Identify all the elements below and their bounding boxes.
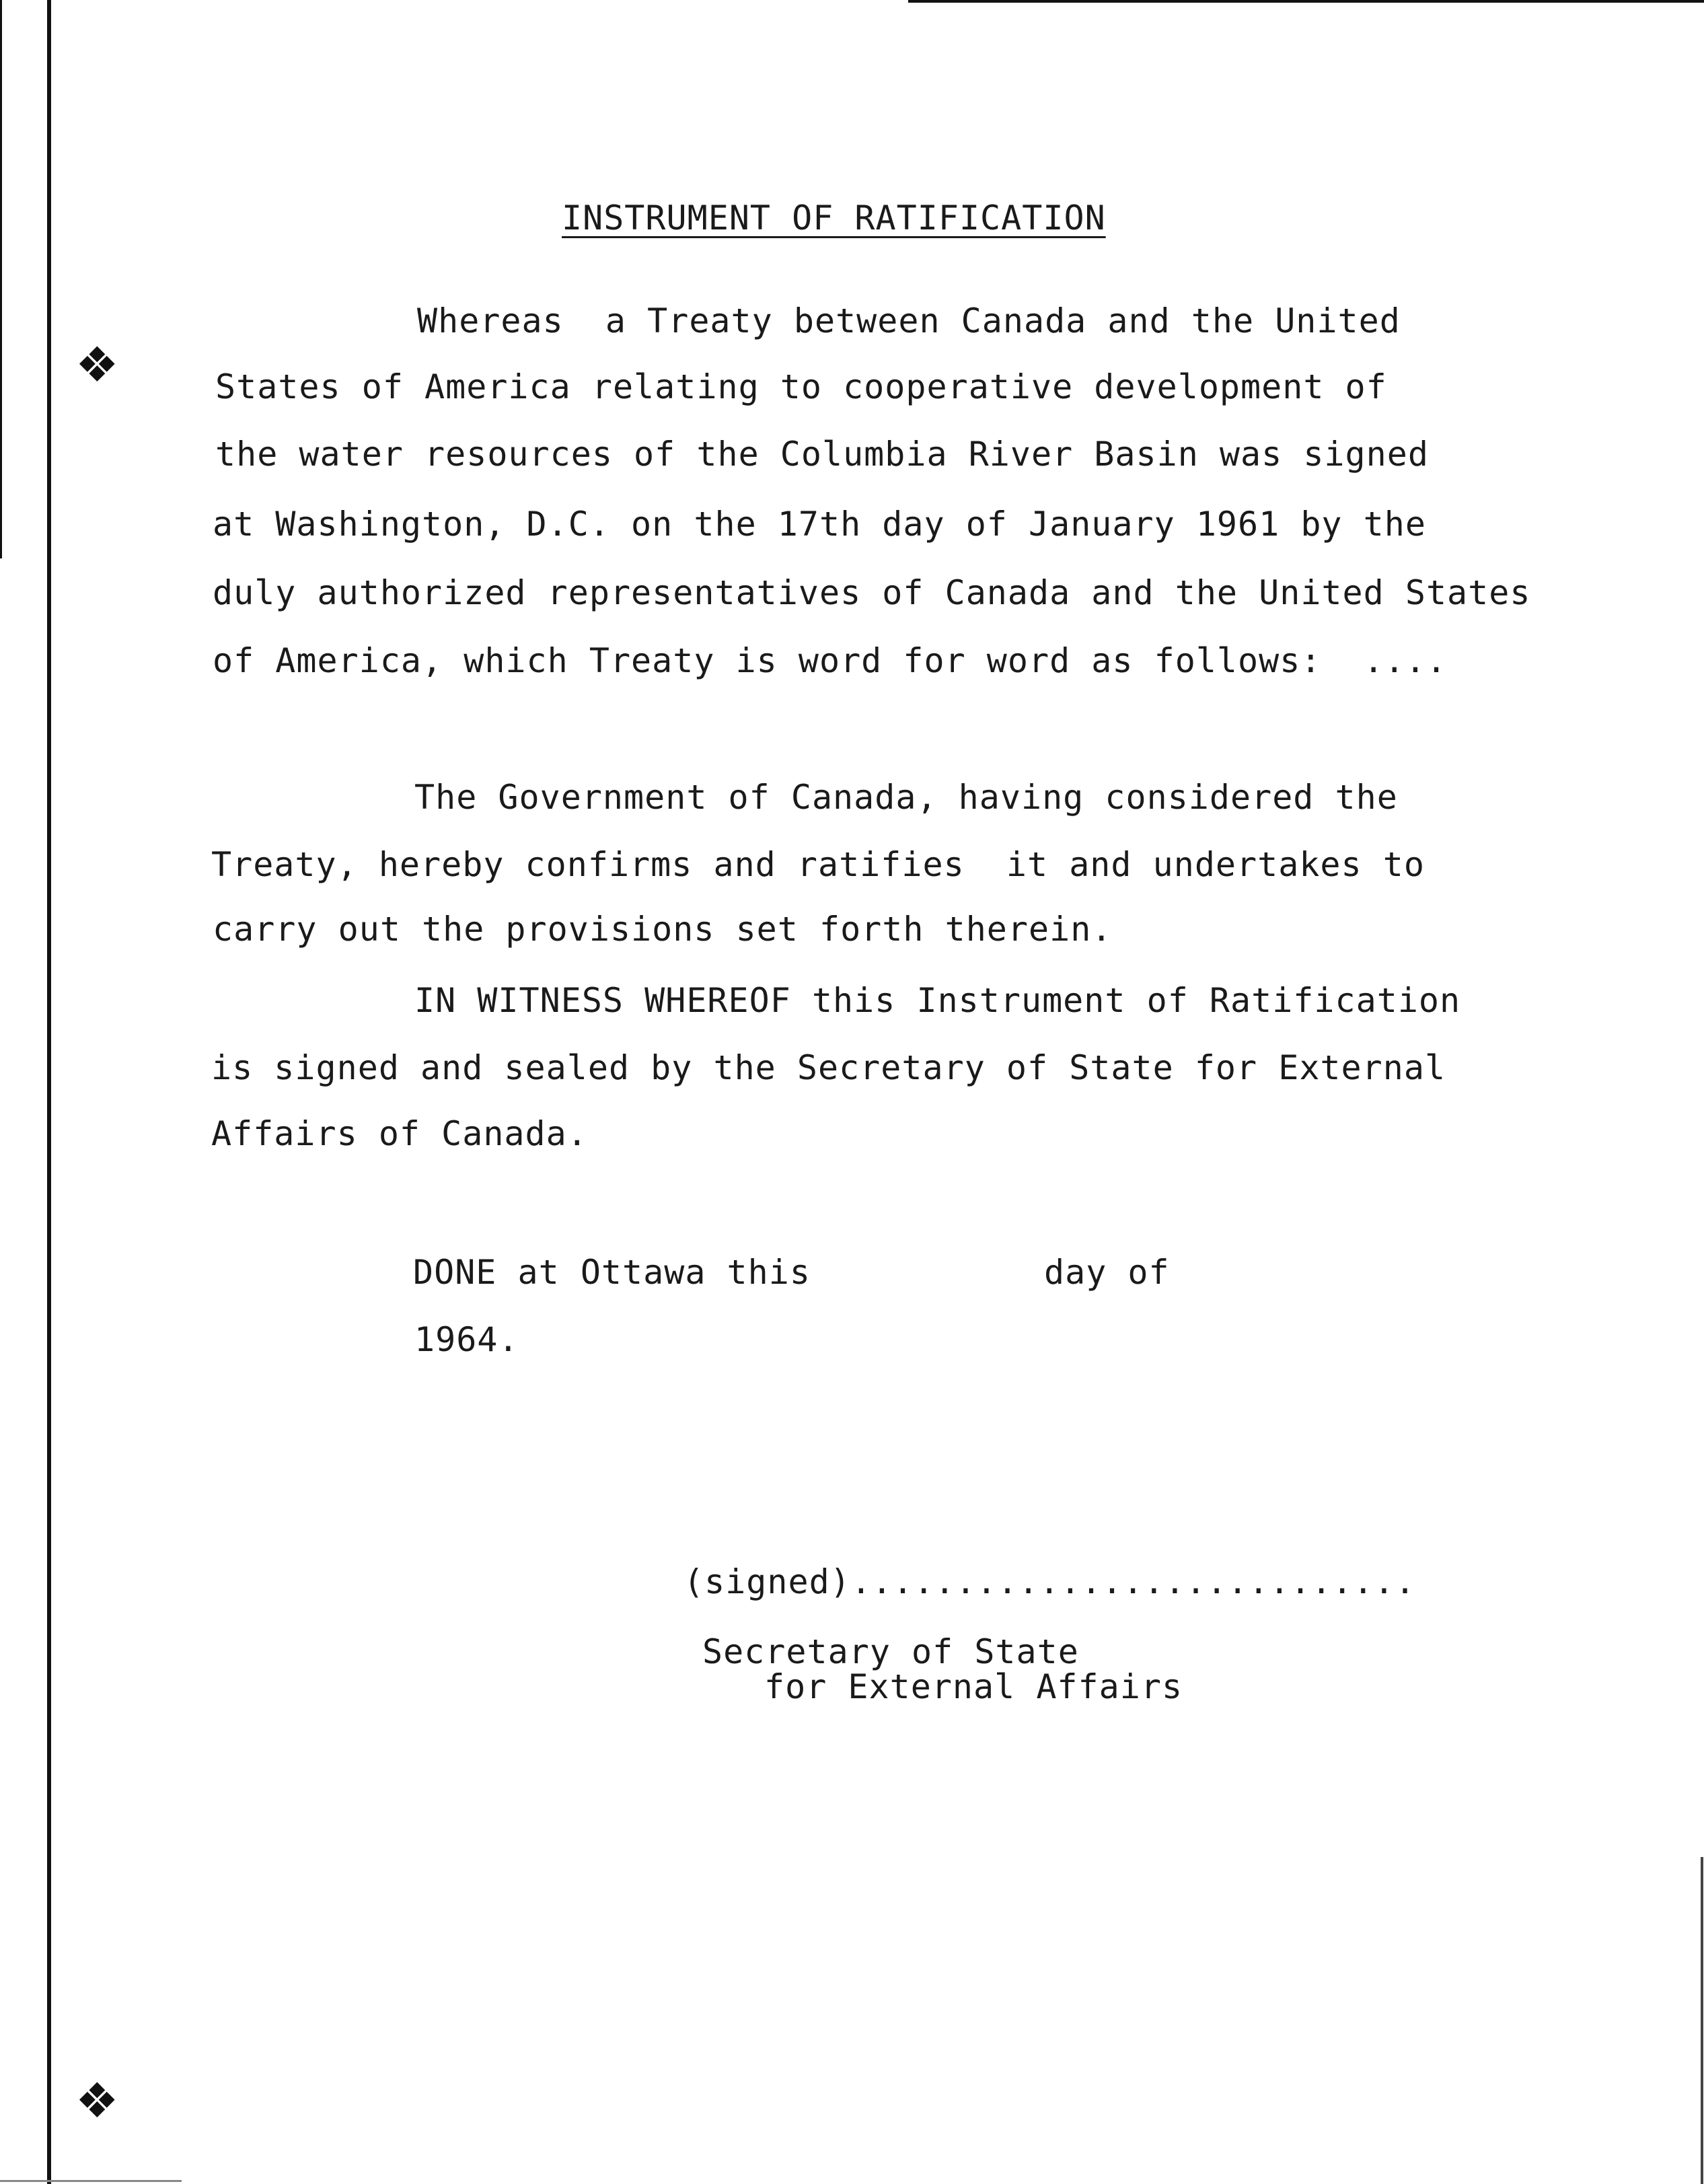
paragraph-1-line: the water resources of the Columbia River Basin was signed xyxy=(215,435,1429,474)
paragraph-1-line: at Washington, D.C. on the 17th day of January 1961 by the xyxy=(213,505,1426,544)
binding-hole-mark: ❖ xyxy=(75,336,119,393)
paragraph-3-line: Affairs of Canada. xyxy=(211,1114,588,1153)
left-outer-scan-edge xyxy=(0,0,2,558)
left-scan-edge xyxy=(47,0,51,2184)
paragraph-2-line: The Government of Canada, having considered the xyxy=(414,778,1398,817)
paragraph-1-line: of America, which Treaty is word for word as follows: .... xyxy=(213,641,1448,680)
document-title: INSTRUMENT OF RATIFICATION xyxy=(562,198,1106,238)
paragraph-1-line: States of America relating to cooperative development of xyxy=(215,367,1387,406)
paragraph-1-line: Whereas a Treaty between Canada and the United xyxy=(417,301,1401,340)
signature-line: (signed)........................... xyxy=(683,1562,1416,1601)
top-scan-edge xyxy=(908,0,1704,3)
done-day-of-text: day of xyxy=(1044,1253,1170,1292)
paragraph-1-line: duly authorized representatives of Canada and the United States xyxy=(213,573,1531,612)
signatory-title-line-2: for External Affairs xyxy=(764,1667,1183,1706)
done-at-text: DONE at Ottawa this xyxy=(413,1253,811,1292)
paragraph-3-line: is signed and sealed by the Secretary of State for External xyxy=(211,1048,1446,1087)
paragraph-2-line: Treaty, hereby confirms and ratifies it and undertakes to xyxy=(211,845,1425,884)
bottom-scan-edge xyxy=(0,2180,182,2182)
right-scan-edge xyxy=(1701,1857,1703,2184)
paragraph-2-line: carry out the provisions set forth therein. xyxy=(213,910,1113,949)
paragraph-3-line: IN WITNESS WHEREOF this Instrument of Ratification xyxy=(414,981,1461,1020)
binding-hole-mark: ❖ xyxy=(75,2072,119,2129)
signatory-title-line-1: Secretary of State xyxy=(702,1632,1079,1671)
done-year-text: 1964. xyxy=(414,1320,519,1359)
